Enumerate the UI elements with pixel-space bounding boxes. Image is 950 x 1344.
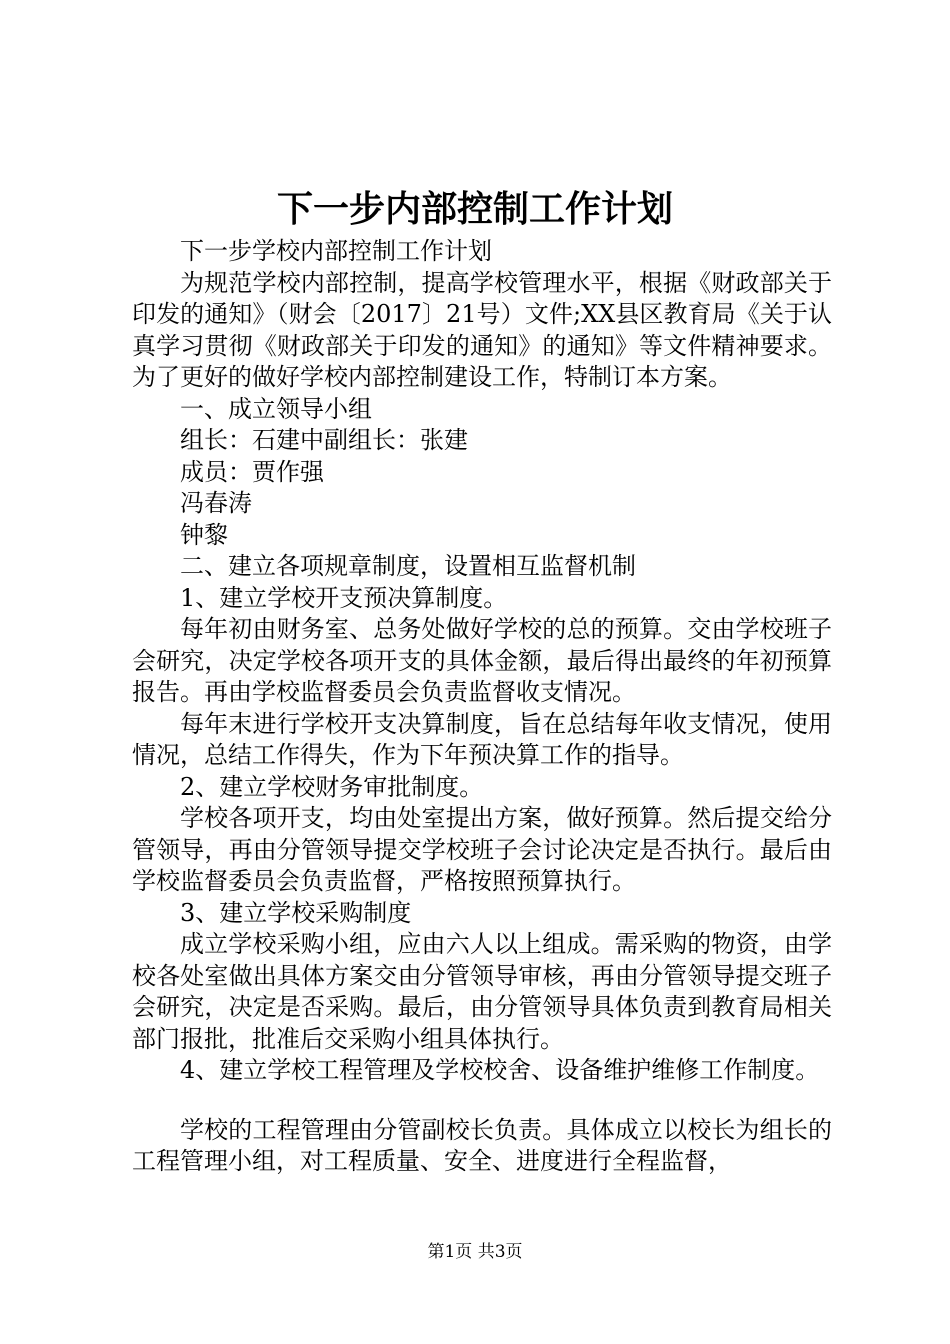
member-line-2: 冯春涛 [180,489,252,517]
document-body [132,236,832,1178]
leaders-line: 组长：石建中副组长：张建 [180,426,468,454]
item-2-paragraph: 学校各项开支，均由处室提出方案，做好预算。然后提交给分管领导，再由分管领导提交学校班子会讨论决定是否执行。最后由学校监督委员会负责监督，严格按照预算执行。 [132,804,832,895]
item-2-heading: 2、建立学校财务审批制度。 [180,772,484,801]
document-subtitle: 下一步学校内部控制工作计划 [180,237,492,265]
item-3-paragraph: 成立学校采购小组，应由六人以上组成。需采购的物资，由学校各处室做出具体方案交由分管领导审核，再由分管领导提交班子会研究，决定是否采购。最后，由分管领导具体负责到教育局相关部门报批，批准后交采购小组具体执行。 [132,930,832,1053]
member-line-1: 成员：贾作强 [180,457,324,486]
item-1-paragraph-1: 每年初由财务室、总务处做好学校的总的预算。交由学校班子会研究，决定学校各项开支的具体金额，最后得出最终的年初预算报告。再由学校监督委员会负责监督收支情况。 [132,615,832,706]
member-line-3: 钟黎 [180,520,228,549]
item-1-paragraph-2: 每年末进行学校开支决算制度，旨在总结每年收支情况，使用情况，总结工作得失，作为下年预决算工作的指导。 [132,709,832,769]
item-4-heading: 4、建立学校工程管理及学校校舍、设备维护维修工作制度。 [180,1056,820,1084]
item-1-heading: 1、建立学校开支预决算制度。 [180,583,508,612]
intro-paragraph: 为规范学校内部控制，提高学校管理水平，根据《财政部关于印发的通知》（财会〔2017〕21号）文件;XX县区教育局《关于认真学习贯彻《财政部关于印发的通知》的通知》等文件精神要求。为了更好的做好学校内部控制建设工作，特制订本方案。 [132,268,832,391]
item-3-heading: 3、建立学校采购制度 [180,898,412,927]
document-title: 下一步内部控制工作计划 [276,189,673,230]
section-2-heading: 二、建立各项规章制度，设置相互监督机制 [180,552,636,580]
section-1-heading: 一、成立领导小组 [180,394,372,423]
page-footer: 第1页 共3页 [427,1242,523,1262]
blank-gap [132,1087,832,1115]
item-4-paragraph: 学校的工程管理由分管副校长负责。具体成立以校长为组长的工程管理小组，对工程质量、安全、进度进行全程监督， [132,1115,832,1175]
